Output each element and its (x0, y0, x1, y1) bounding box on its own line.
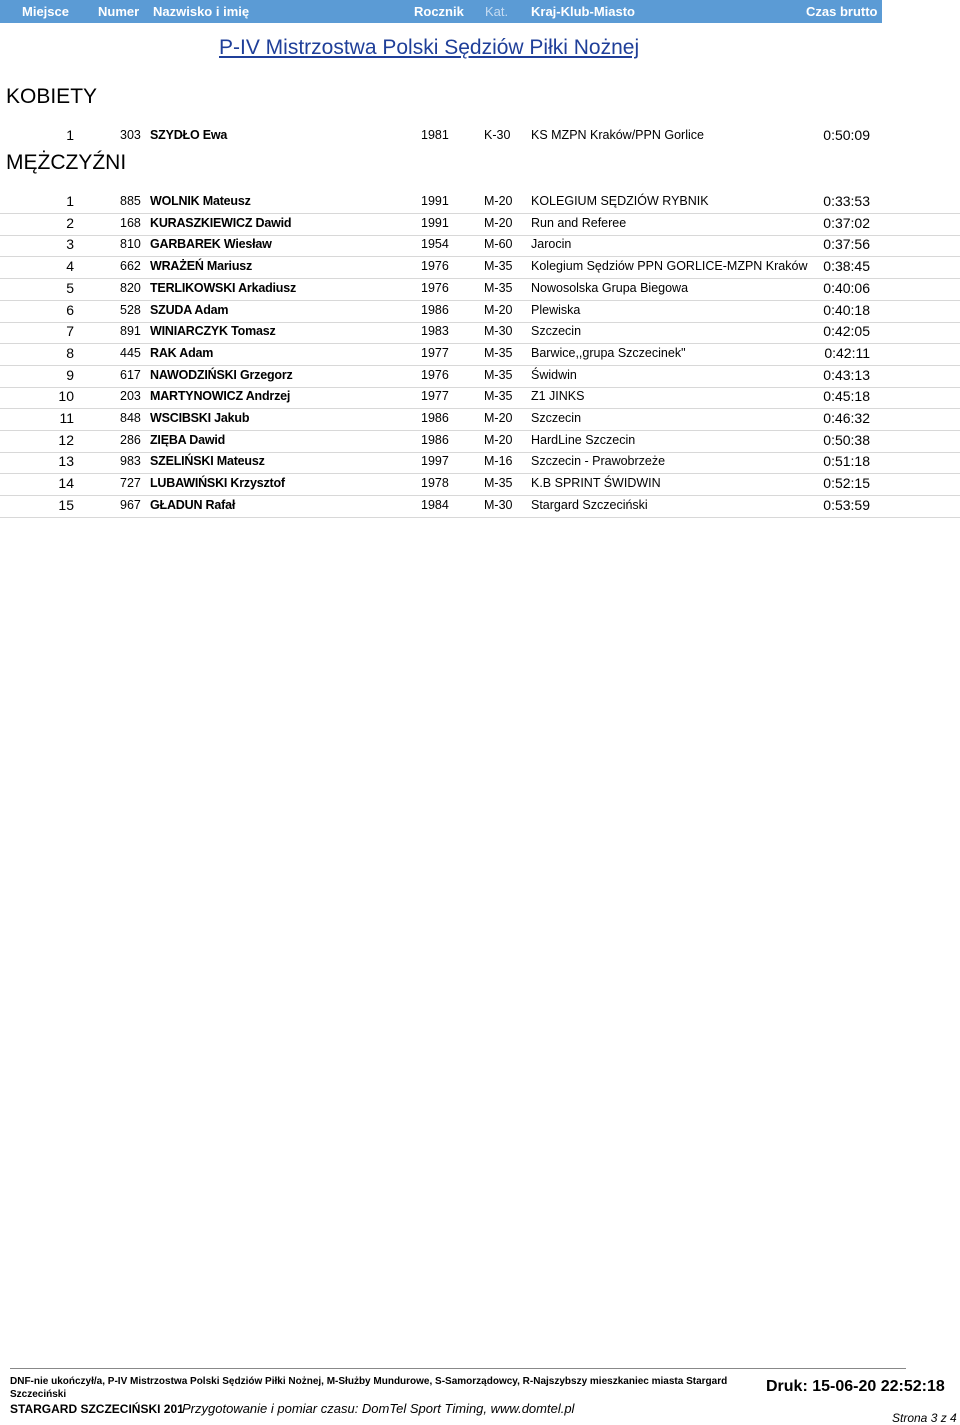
cell-num: 617 (120, 367, 141, 382)
cell-name: SZELIŃSKI Mateusz (150, 454, 265, 469)
cell-cat: M-60 (484, 237, 513, 252)
cell-time: 0:43:13 (823, 366, 870, 383)
cell-club: Z1 JINKS (531, 389, 585, 404)
cell-cat: M-35 (484, 259, 513, 274)
cell-name: GŁADUN Rafał (150, 497, 236, 512)
cell-time: 0:52:15 (823, 475, 870, 492)
cell-cat: M-16 (484, 454, 513, 469)
cell-time: 0:51:18 (823, 453, 870, 470)
print-date: Druk: 15-06-20 22:52:18 (766, 1378, 945, 1395)
cell-club: KOLEGIUM SĘDZIÓW RYBNIK (531, 194, 709, 208)
footer-timing-credit: Przygotowanie i pomiar czasu: DomTel Sport Timing, www.domtel.pl (182, 1401, 575, 1416)
cell-cat: M-35 (484, 345, 513, 360)
table-row (0, 387, 960, 409)
cell-year: 1984 (421, 497, 449, 512)
cell-year: 1977 (421, 345, 449, 360)
cell-time: 0:45:18 (823, 388, 870, 405)
cell-club: Jarocin (531, 237, 572, 252)
header-czas: Czas brutto (806, 4, 878, 19)
cell-year: 1976 (421, 259, 449, 274)
cell-year: 1976 (421, 367, 449, 382)
table-row (0, 192, 960, 214)
cell-club: Plewiska (531, 302, 581, 317)
cell-cat: M-35 (484, 389, 513, 404)
cell-name: WRAŻEŃ Mariusz (150, 259, 253, 274)
cell-club: Szczecin (531, 324, 582, 339)
cell-place: 14 (58, 475, 74, 492)
cell-num: 820 (120, 280, 141, 295)
cell-name: WOLNIK Mateusz (150, 194, 251, 208)
cell-num: 848 (120, 411, 141, 425)
cell-cat: M-30 (484, 497, 513, 512)
cell-time: 0:42:05 (823, 323, 870, 340)
cell-name: GARBAREK Wiesław (150, 237, 272, 252)
cell-num: 983 (120, 454, 141, 469)
footer-city: STARGARD SZCZECIŃSKI 201 (10, 1402, 184, 1416)
cell-place: 5 (66, 279, 74, 296)
cell-club: Nowosolska Grupa Biegowa (531, 280, 689, 295)
table-row (0, 279, 960, 301)
cell-num: 662 (120, 259, 141, 274)
cell-time: 0:42:11 (824, 344, 870, 361)
cell-place: 1 (66, 193, 74, 209)
cell-num: 445 (120, 345, 141, 360)
header-numer: Numer (98, 4, 140, 19)
cell-place: 10 (58, 388, 74, 405)
footer-divider (10, 1368, 906, 1369)
footer-legend-cont: Szczeciński (10, 1389, 67, 1400)
cell-cat: M-20 (484, 411, 513, 425)
cell-num: 727 (120, 476, 141, 491)
cell-time: 0:46:32 (823, 410, 870, 426)
cell-name: WSCIBSKI Jakub (150, 411, 250, 425)
cell-name: MARTYNOWICZ Andrzej (150, 389, 291, 404)
cell-time: 0:50:09 (823, 127, 870, 143)
header-rocznik: Rocznik (414, 4, 464, 19)
cell-name: SZUDA Adam (150, 302, 229, 317)
cell-club: Szczecin - Prawobrzeże (531, 454, 666, 469)
table-row (0, 496, 960, 518)
cell-year: 1978 (421, 476, 449, 491)
column-header-bar (0, 0, 882, 23)
cell-time: 0:40:06 (823, 279, 870, 296)
cell-place: 9 (66, 366, 74, 383)
cell-club: Kolegium Sędziów PPN GORLICE-MZPN Kraków (531, 259, 808, 274)
cell-num: 203 (120, 389, 141, 404)
cell-name: ZIĘBA Dawid (150, 432, 226, 447)
cell-year: 1983 (421, 324, 449, 339)
cell-place: 13 (58, 453, 74, 470)
cell-club: KS MZPN Kraków/PPN Gorlice (531, 128, 704, 142)
cell-club: HardLine Szczecin (531, 432, 636, 447)
cell-num: 303 (120, 128, 141, 142)
cell-name: TERLIKOWSKI Arkadiusz (150, 280, 297, 295)
cell-time: 0:38:45 (823, 258, 870, 275)
section-kobiety: KOBIETY (6, 85, 98, 108)
cell-place: 15 (58, 496, 74, 513)
cell-cat: K-30 (484, 128, 511, 142)
cell-place: 11 (59, 410, 74, 426)
cell-year: 1991 (421, 215, 449, 230)
cell-name: RAK Adam (150, 345, 214, 360)
header-klub: Kraj-Klub-Miasto (531, 4, 635, 19)
table-row (0, 301, 960, 323)
cell-place: 12 (58, 431, 74, 448)
cell-year: 1986 (421, 302, 449, 317)
table-row (0, 431, 960, 453)
cell-cat: M-20 (484, 432, 513, 447)
cell-year: 1997 (421, 454, 449, 469)
cell-club: Stargard Szczeciński (531, 497, 648, 512)
cell-name: LUBAWIŃSKI Krzysztof (150, 476, 285, 491)
page-number: Strona 3 z 4 (892, 1411, 957, 1425)
cell-club: Run and Referee (531, 215, 627, 230)
cell-num: 810 (120, 237, 141, 252)
table-row (0, 235, 960, 257)
cell-time: 0:40:18 (823, 301, 870, 318)
cell-num: 286 (120, 432, 141, 447)
cell-year: 1976 (421, 280, 449, 295)
footer-legend: DNF-nie ukończył/a, P-IV Mistrzostwa Polski Sędziów Piłki Nożnej, M-Służby Mundurowe, S-Samorządowcy, R-Najszybszy mieszkaniec miasta Stargard (10, 1376, 728, 1387)
cell-time: 0:37:02 (823, 214, 870, 231)
cell-num: 967 (120, 497, 141, 512)
header-kat: Kat. (485, 4, 509, 19)
cell-time: 0:37:56 (823, 236, 870, 253)
header-nazwisko: Nazwisko i imię (153, 4, 250, 19)
cell-year: 1986 (421, 411, 449, 425)
cell-cat: M-20 (484, 194, 513, 208)
table-row (0, 214, 960, 236)
table-row (0, 344, 960, 366)
cell-name: WINIARCZYK Tomasz (150, 324, 276, 339)
table-row (0, 257, 960, 279)
table-row (0, 126, 960, 147)
table-row (0, 322, 960, 344)
cell-num: 891 (120, 324, 141, 339)
cell-name: SZYDŁO Ewa (150, 128, 228, 142)
cell-time: 0:53:59 (823, 496, 870, 513)
cell-club: K.B SPRINT ŚWIDWIN (531, 476, 661, 491)
cell-place: 8 (66, 344, 74, 361)
header-miejsce: Miejsce (22, 4, 69, 19)
cell-name: NAWODZIŃSKI Grzegorz (150, 367, 293, 382)
cell-cat: M-20 (484, 302, 513, 317)
cell-club: Świdwin (531, 367, 577, 382)
cell-year: 1981 (421, 128, 449, 142)
cell-num: 885 (120, 194, 141, 208)
table-row (0, 409, 960, 431)
cell-cat: M-35 (484, 476, 513, 491)
cell-place: 4 (66, 258, 74, 275)
table-row (0, 452, 960, 474)
cell-club: Szczecin (531, 411, 582, 425)
cell-name: KURASZKIEWICZ Dawid (150, 215, 292, 230)
cell-cat: M-20 (484, 215, 513, 230)
cell-place: 3 (66, 236, 74, 253)
table-row (0, 366, 960, 388)
cell-year: 1991 (421, 194, 449, 208)
cell-place: 7 (66, 323, 74, 340)
cell-year: 1986 (421, 432, 449, 447)
cell-club: Barwice,,grupa Szczecinek" (531, 345, 686, 360)
cell-time: 0:50:38 (823, 431, 870, 448)
cell-cat: M-35 (484, 367, 513, 382)
cell-cat: M-30 (484, 324, 513, 339)
cell-place: 2 (66, 214, 74, 231)
cell-cat: M-35 (484, 280, 513, 295)
cell-year: 1977 (421, 389, 449, 404)
cell-year: 1954 (421, 237, 449, 252)
cell-num: 168 (120, 215, 141, 230)
table-row (0, 474, 960, 496)
cell-num: 528 (120, 302, 141, 317)
section-mezczyzni: MĘŻCZYŹNI (6, 151, 127, 174)
cell-place: 1 (66, 127, 74, 143)
cell-time: 0:33:53 (823, 193, 870, 209)
cell-place: 6 (66, 301, 74, 318)
page-title: P-IV Mistrzostwa Polski Sędziów Piłki Nożnej (219, 36, 640, 59)
